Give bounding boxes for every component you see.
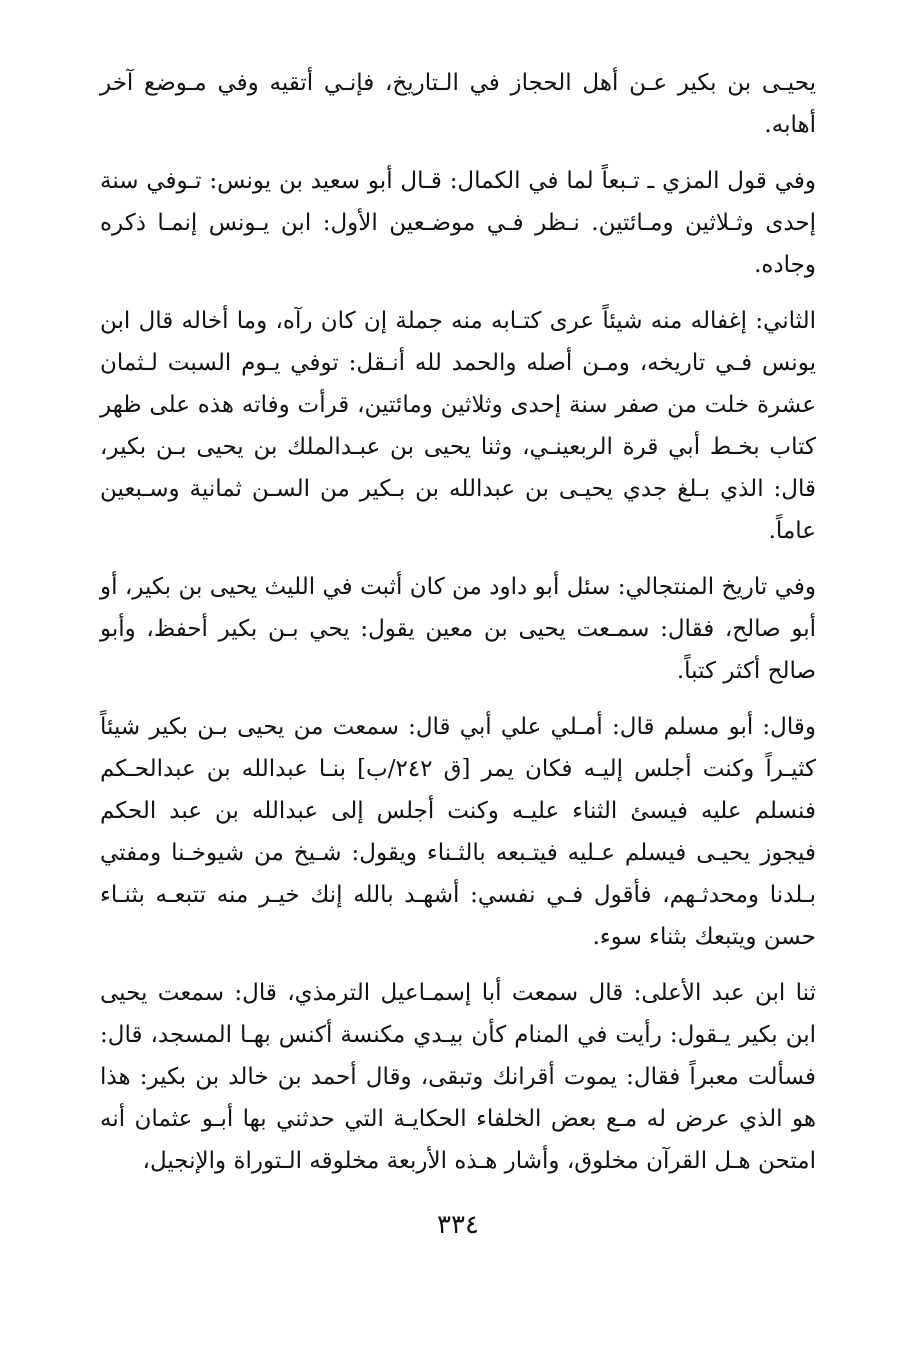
paragraph-3: الثاني: إغفاله منه شيئاً عرى كتـابه منه جملة إن كان رآه، وما أخاله قال ابن يونس فـي تاريخه، ومـن أصله والحمد لله أنـقل: توفي يـوم السبت لـثمان عشرة خلت من صفر سنة إحدى وثلاثين ومائتين، قرأت وفاته هذه على ظهر كتاب بخـط أبي قرة الربعينـي، وثنا يحيى بن عبـدالملك بن يحيى بـن بكير، قال: الذي بـلغ جدي يحيـى بن عبدالله بن بـكير من السـن ثمانية وسـبعين عاماً.: [100, 308, 816, 544]
paragraph-1: يحيـى بن بكير عـن أهل الحجاز في الـتاريخ، فإنـي أتقيه وفي مـوضع آخر أهابه.: [100, 70, 816, 138]
body-text: [100, 62, 816, 1196]
paragraph-5: وقال: أبو مسلم قال: أمـلي علي أبي قال: سمعت من يحيى بـن بكير شيئاً كثيـراً وكنت أجلس إليـه فكان يمر [ق ٢٤٢/ب] بنـا عبدالله بن عبدالحـكم فنسلم عليه فيسئ الثناء عليـه وكنت أجلس إلى عبدالله بن عبد الحكم فيجوز يحيـى فيسلم عـليه فيتـبعه بالثـناء ويقول: شـيخ من شيوخـنا ومفتي بـلدنا ومحدثـهم، فأقول فـي نفسي: أشهـد بالله إنك خيـر منه تتبعـه بثنـاء حسن ويتبعك بثناء سوء.: [100, 714, 816, 950]
paragraph-4: وفي تاريخ المنتجالي: سئل أبو داود من كان أثبت في الليث يحيى بن بكير، أو أبو صالح، فقال: سمـعت يحيى بن معين يقول: يحي بـن بكير أحفظ، وأبو صالح أكثر كتباً.: [100, 574, 816, 684]
paragraph-2: وفي قول المزي ـ تـبعاً لما في الكمال: قـال أبو سعيد بن يونس: تـوفي سنة إحدى وثـلاثين ومـائتين. نـظر فـي موضـعين الأول: ابن يـونس إنمـا ذكره وجاده.: [100, 168, 816, 278]
paragraph-6: ثنا ابن عبد الأعلى: قال سمعت أبا إسمـاعيل الترمذي، قال: سمعت يحيى ابن بكير يـقول: رأيت في المنام كأن بيـدي مكنسة أكنس بهـا المسجد، قال: فسألت معبراً فقال: يموت أقرانك وتبقى، وقال أحمد بن خالد بن بكير: هذا هو الذي عرض له مـع بعض الخلفاء الحكايـة التي حدثني بها أبـو عثمان أنه امتحن هـل القرآن مخلوق، وأشار هـذه الأربعة مخلوقه الـتوراة والإنجيل،: [100, 980, 816, 1174]
page-number: ٣٣٤: [437, 1210, 479, 1240]
